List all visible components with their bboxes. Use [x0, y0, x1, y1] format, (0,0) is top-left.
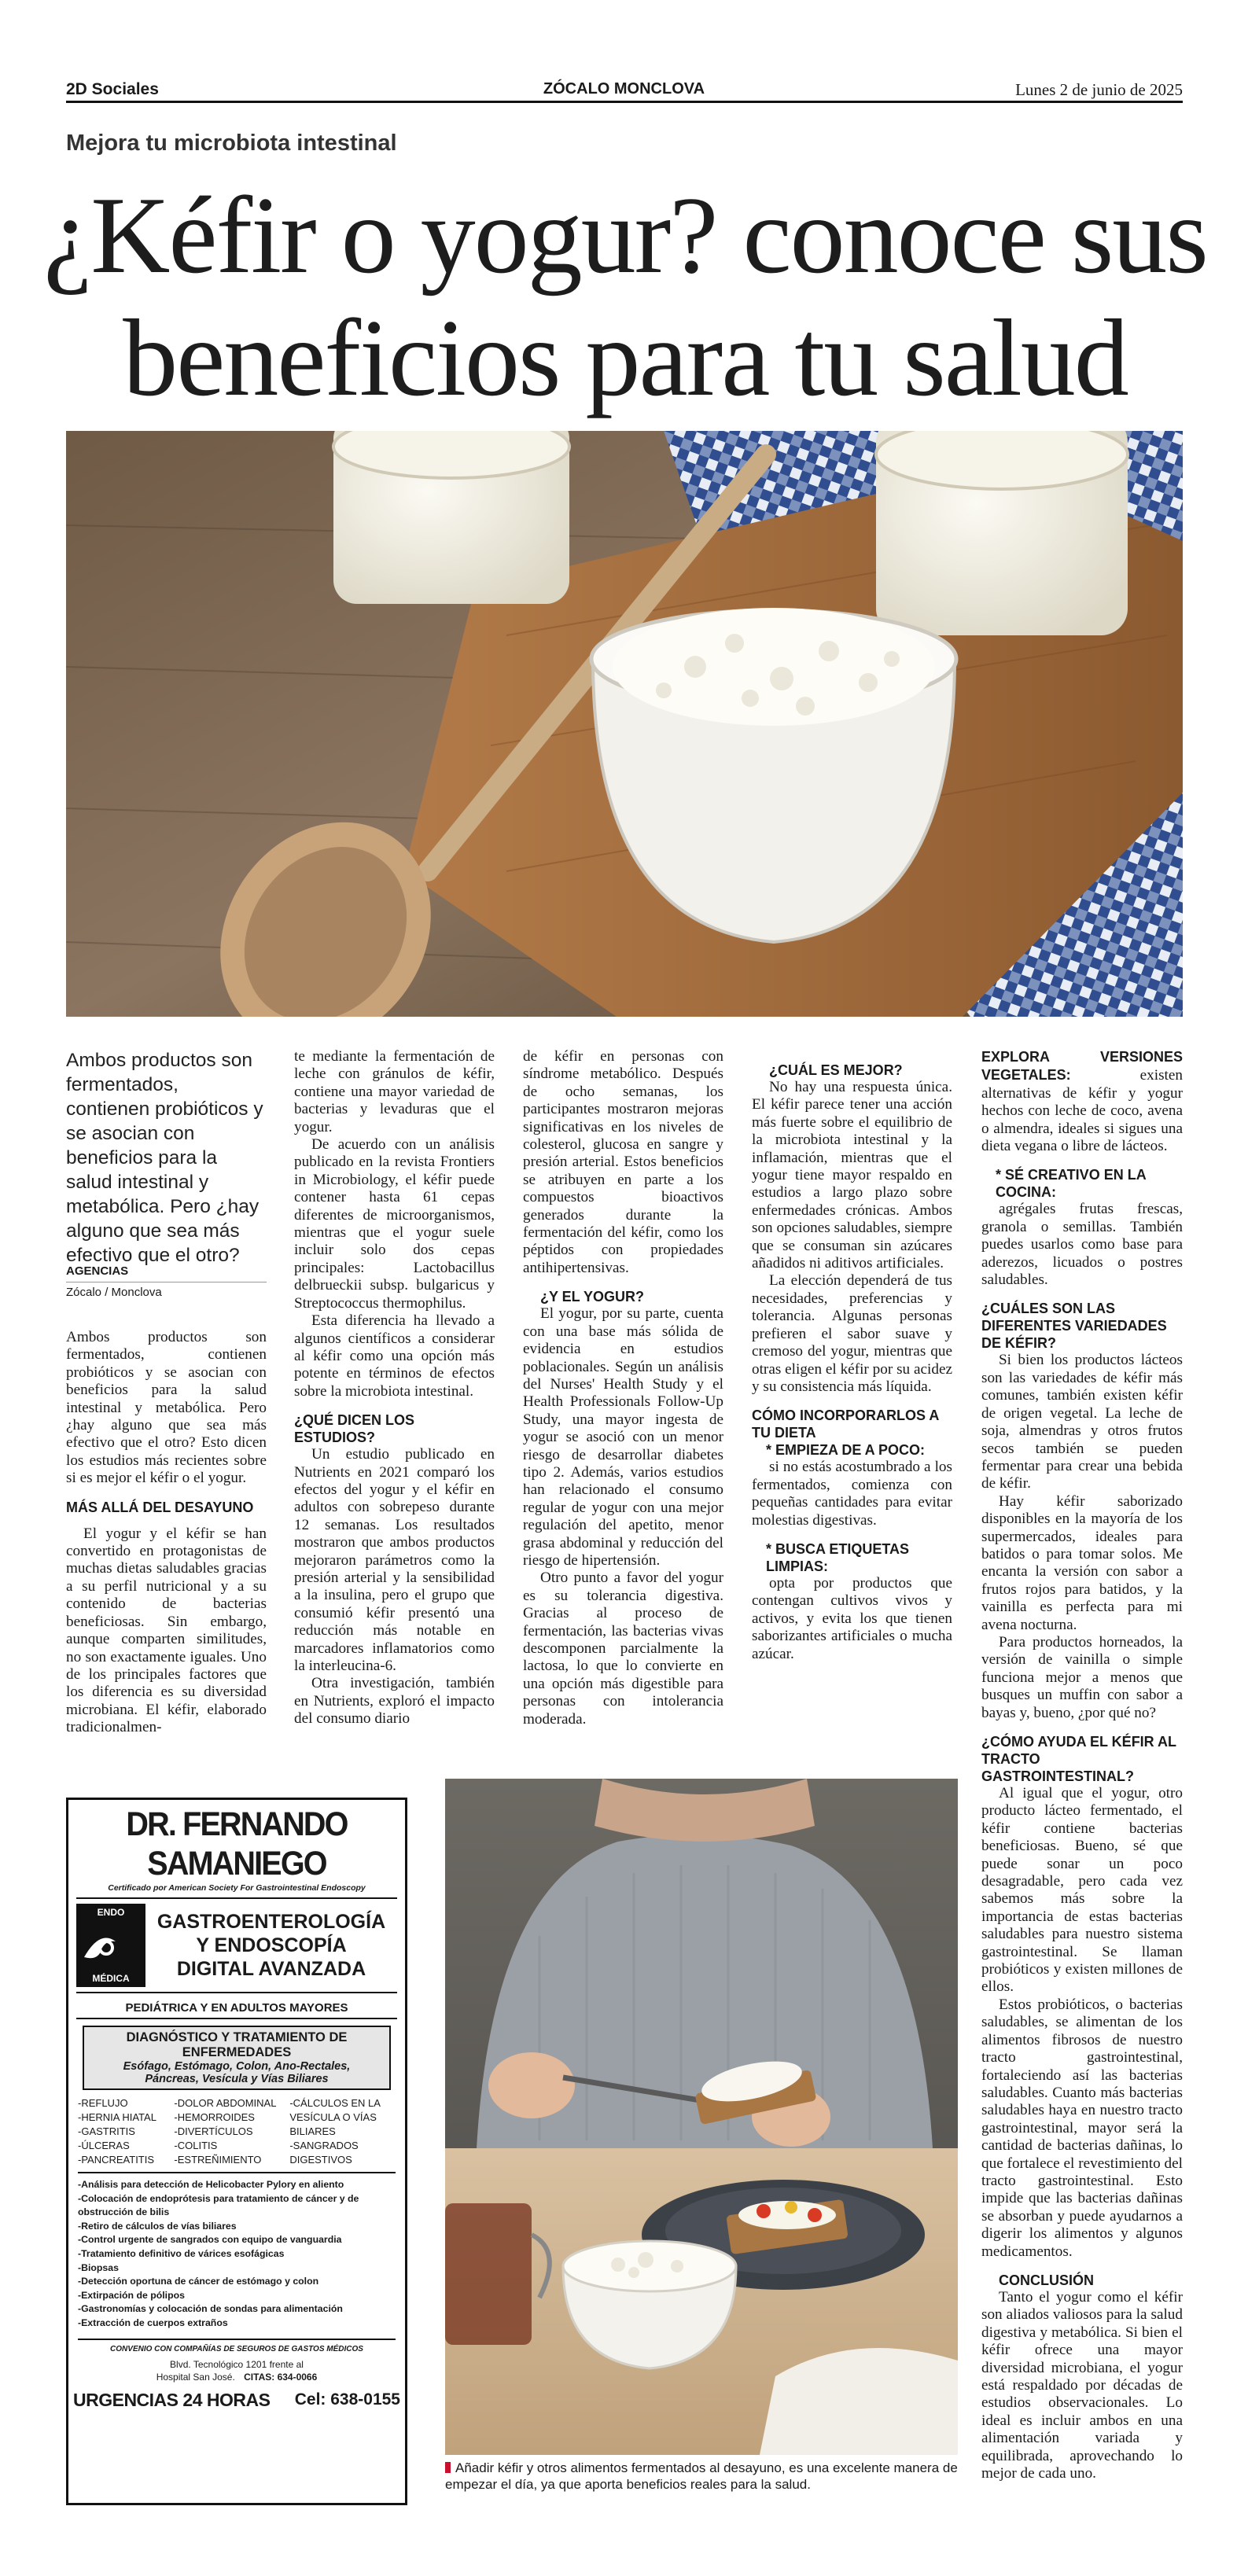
paragraph: te mediante la fermentación de leche con gránulos de kéfir, contiene una mayor variedad de bacterias y levaduras que el yogur.: [294, 1048, 495, 1135]
subhead: CÓMO INCORPORARLOS A TU DIETA: [752, 1408, 939, 1441]
ad-service-item: -Extracción de cuerpos extraños: [78, 2317, 228, 2328]
ad-certification: Certificado por American Society For Gastrointestinal Endoscopy: [108, 1883, 366, 1893]
ad-list-item: VESÍCULA O VÍAS: [289, 2111, 377, 2123]
article-column-4: [752, 1062, 952, 1663]
paragraph: si no estás acostumbrado a los fermentados, comienza con pequeñas cantidades para evitar molestias digestivas.: [752, 1459, 952, 1529]
article-column-5: [981, 1048, 1183, 2482]
logo-swirl-icon: [76, 1926, 123, 1965]
header-rule: [66, 101, 1183, 103]
ad-diagnosis-line-1: DIAGNÓSTICO Y TRATAMIENTO DE: [126, 2030, 348, 2044]
ad-list-item: DIGESTIVOS: [289, 2154, 352, 2166]
ad-service-item: -Retiro de cálculos de vías biliares: [78, 2220, 237, 2232]
ad-cel[interactable]: Cel: 638-0155: [294, 2390, 400, 2409]
endomedica-logo: [76, 1904, 145, 1987]
photo-caption: [445, 2460, 958, 2493]
paragraph: De acuerdo con un análisis publicado en la revista Frontiers in Microbiology, el kéfir puede contener hasta 61 cepas diferentes de microorganismos, mientras que el yogur suele incluir solo dos cepas principales: Lactobacillus delbrueckii subsp. bulgaricus y Streptococcus thermophilus.: [294, 1136, 495, 1312]
ad-address-2: Hospital San José.: [156, 2371, 235, 2383]
ad-specialty-1: GASTROENTEROLOGÍA: [156, 1911, 386, 1933]
paragraph: Otra investigación, también en Nutrients, exploró el impacto del consumo diario: [294, 1675, 495, 1728]
headline-line-1: ¿Kéfir o yogur? conoce sus: [43, 175, 1207, 296]
paragraph: de kéfir en personas con síndrome metabólico. Después de ocho semanas, los participantes mostraron mejoras significativas en los niveles de colesterol, glucosa en sangre y presión arterial. Estos beneficios se atribuyen en parte a los compuestos bioactivos generados durante la fermentación del kéfir, como los péptidos con propiedades antihipertensivas.: [523, 1048, 723, 1276]
ad-diagnosis-line-2: ENFERMEDADES: [182, 2045, 292, 2059]
paragraph: El yogur y el kéfir se han convertido en protagonistas de muchas dietas saludables gracias a su perfil nutricional y a su contenido de bacterias beneficiosas. Sin embargo, aunque comparten similitudes, no son exactamente iguales. Uno de los principales factores que los diferencia es su diversidad microbiana. El kéfir, elaborado tradicionalmen-: [66, 1525, 267, 1736]
ad-list-item: -CÁLCULOS EN LA: [289, 2097, 381, 2109]
article-column-1: [66, 1329, 267, 1737]
ad-list-item: -ESTREÑIMIENTO: [174, 2154, 262, 2166]
ad-services-list: [78, 2178, 396, 2331]
inline-lead: EXPLORA VERSIONES VEGETALES:: [981, 1049, 1183, 1084]
ad-list-item: -HERNIA HIATAL: [78, 2111, 156, 2123]
paragraph: Esta diferencia ha llevado a algunos científicos a considerar al kéfir como una opción más potente en términos de efectos sobre la microbiota intestinal.: [294, 1312, 495, 1400]
ad-urgencias: URGENCIAS 24 HORAS: [73, 2389, 271, 2410]
paragraph: La elección dependerá de tus necesidades, preferencias y tolerancia. Algunas personas prefieren el sabor suave y cremoso del yogur, mientras que otras eligen el kéfir por su acidez y su consistencia más líquida.: [752, 1272, 952, 1395]
subhead: MÁS ALLÁ DEL DESAYUNO: [66, 1499, 254, 1515]
ad-address: [68, 2358, 405, 2383]
caption-marker: [445, 2462, 451, 2473]
ad-insurance: CONVENIO CON COMPAÑÍAS DE SEGUROS DE GASTOS MÉDICOS: [78, 2339, 396, 2353]
ad-service-item: -Gastronomías y colocación de sondas para alimentación: [78, 2303, 343, 2315]
paragraph: agrégales frutas frescas, granola o semillas. También puedes usarlos como base para aderezos, licuados o postres saludables.: [981, 1201, 1183, 1289]
paragraph: [981, 1048, 1183, 1155]
ad-list-item: -HEMORROIDES: [174, 2111, 255, 2123]
ad-band: PEDIÁTRICA Y EN ADULTOS MAYORES: [76, 1998, 397, 2019]
ad-list-item: -SANGRADOS: [289, 2140, 359, 2151]
doctor-advertisement[interactable]: [66, 1798, 407, 2505]
paragraph: Al igual que el yogur, otro producto lácteo fermentado, el kéfir contiene bacterias beneficiosas. Bueno, sé que puede sonar un poco desagradable, pero cada vez sabemos más sobre la importancia de estas bacterias saludables para nuestro sistema gastrointestinal. Se llaman probióticos y existen millones de ellos.: [981, 1785, 1183, 1996]
ad-specialty-2: Y ENDOSCOPÍA: [196, 1934, 347, 1956]
ad-list-3: [289, 2096, 396, 2167]
kicker: Mejora tu microbiota intestinal: [66, 131, 397, 156]
ad-service-item: -Extirpación de pólipos: [78, 2289, 185, 2301]
article-column-3: [523, 1048, 723, 1728]
subhead: ¿CUÁL ES MEJOR?: [769, 1062, 903, 1078]
article-column-2: [294, 1048, 495, 1728]
paragraph: Para productos horneados, la versión de vainilla o simple funciona mejor a menos que busques un muffin con sabor a bayas y, bueno, ¿por qué no?: [981, 1633, 1183, 1721]
ad-organs-1: Esófago, Estómago, Colon, Ano-Rectales,: [123, 2060, 351, 2073]
subhead-tip: * BUSCA ETIQUETAS LIMPIAS:: [766, 1540, 910, 1574]
paragraph: Si bien los productos lácteos son las variedades de kéfir más comunes, también existen kéfir de origen vegetal. La leche de soja, almendras y otros frutos secos también se pueden fermentar para crear una bebida de kéfir.: [981, 1352, 1183, 1492]
paragraph-text: existen alternativas de kéfir y yogur hechos con leche de coco, avena o almendra, ideales si sigues una dieta vegana o libre de lácteos.: [981, 1067, 1183, 1155]
headline-line-2: beneficios para tu salud: [123, 297, 1128, 419]
headline: [31, 175, 1219, 420]
byline: [66, 1264, 267, 1301]
ad-service-item: -Colocación de endoprótesis para tratamiento de cáncer y de obstrucción de bilis: [78, 2192, 359, 2218]
paragraph: Otro punto a favor del yogur es su tolerancia digestiva. Gracias al proceso de fermentación, las bacterias vivas descomponen parcialmente la lactosa, lo que lo convierte en una opción más digestible para personas con intolerancia moderada.: [523, 1570, 723, 1728]
subhead-tip: * SÉ CREATIVO EN LA COCINA:: [996, 1167, 1147, 1201]
paragraph: Ambos productos son fermentados, contienen probióticos y se asocian con beneficios para la salud intestinal y metabólica. Pero ¿hay alguno que sea más efectivo que el otro? Esto dicen los estudios más recientes sobre si es mejor el kéfir o el yogur.: [66, 1329, 267, 1487]
paragraph: El yogur, por su parte, cuenta con una base más sólida de evidencia en estudios poblacionales. Según un análisis del Nurses' Health Study y el Health Professionals Follow-Up Study, una mayor ingesta de yogur se asoció con un menor riesgo de desarrollar diabetes tipo 2. Además, varios estudios han relacionado el consumo regular de yogur con una mejor regulación del apetito, menor grasa abdominal y reducción del riesgo de hipertensión.: [523, 1305, 723, 1569]
ad-condition-lists: [78, 2096, 396, 2173]
paragraph: Tanto el yogur como el kéfir son aliados valiosos para la salud digestiva y metabólica. Si bien el kéfir ofrece una mayor diversidad microbiana, el yogur está respaldado por décadas de estudios observacionales. Lo ideal es incluir ambos en una alimentación variada y equilibrada, aprovechando lo mejor de cada uno.: [981, 2288, 1183, 2482]
subhead: ¿QUÉ DICEN LOS ESTUDIOS?: [294, 1412, 415, 1446]
subhead: ¿CUÁLES SON LAS DIFERENTES VARIEDADES DE KÉFIR?: [981, 1301, 1167, 1352]
newspaper-name: ZÓCALO MONCLOVA: [543, 80, 705, 98]
logo-text-bottom: MÉDICA: [92, 1973, 130, 1984]
paragraph: Estos probióticos, o bacterias saludables, se alimentan de los alimentos fibrosos de nuestro tracto gastrointestinal, fortaleciendo así las bacterias saludables. Cuanto más bacterias saludables haya en nuestro tracto gastrointestinal, mayor será la cantidad de bacterias dañinas, lo que fortalece el revestimiento del tracto gastrointestinal. Esto impide que las bacterias dañinas se absorban y puede ayudarnos a digerir los alimentos y algunos medicamentos.: [981, 1996, 1183, 2260]
ad-specialty-block: [76, 1897, 397, 1993]
ad-list-item: -GASTRITIS: [78, 2125, 135, 2137]
ad-list-2: [174, 2096, 289, 2167]
ad-list-1: [78, 2096, 174, 2167]
ad-citas[interactable]: CITAS: 634-0066: [244, 2371, 318, 2383]
paragraph: opta por productos que contengan cultivos vivos y activos, y evita los que tienen saborizantes artificiales o mucha azúcar.: [752, 1574, 952, 1662]
byline-agency: AGENCIAS: [66, 1264, 129, 1278]
ad-organs-2: Páncreas, Vesícula y Vías Biliares: [145, 2073, 329, 2085]
ad-specialty-3: DIGITAL AVANZADA: [176, 1958, 366, 1980]
paragraph: No hay una respuesta única. El kéfir parece tener una acción más fuerte sobre el equilibrio de la microbiota intestinal y la inflamación, mientras que el yogur tiene mayor respaldo en estudios a largo plazo sobre enfermedades crónicas. Ambos son opciones saludables, siempre que se consuman sin azúcares añadidos ni aditivos artificiales.: [752, 1079, 952, 1272]
ad-address-1: Blvd. Tecnológico 1201 frente al: [170, 2358, 304, 2370]
paragraph: Hay kéfir saborizado disponibles en la mayoría de los supermercados, ideales para batidos o para tomar solos. Me encanta la versión con sabor a frutos rojos para batidos, y la vainilla es perfecta para mi avena nocturna.: [981, 1492, 1183, 1633]
paragraph: Un estudio publicado en Nutrients en 2021 comparó los efectos del yogur y el kéfir en adultos con sobrepeso durante 12 semanas. Los resultados mostraron que ambos productos mejoraron parámetros como la presión arterial y la sensibilidad a la insulina, pero el grupo que consumió kéfir presentó una reducción más notable en marcadores inflamatorios como la interleucina-6.: [294, 1446, 495, 1674]
ad-diagnosis-box: [83, 2026, 391, 2090]
ad-list-item: -ÚLCERAS: [78, 2140, 130, 2151]
ad-list-item: -PANCREATITIS: [78, 2154, 155, 2166]
logo-text-top: ENDO: [97, 1907, 125, 1918]
subhead: ¿CÓMO AYUDA EL KÉFIR AL TRACTO GASTROINTESTINAL?: [981, 1734, 1176, 1784]
ad-list-item: BILIARES: [289, 2125, 336, 2137]
subhead: CONCLUSIÓN: [999, 2272, 1094, 2288]
breakfast-photo: [445, 1779, 958, 2455]
ad-doctor-name: DR. FERNANDO SAMANIEGO: [126, 1805, 348, 1882]
ad-service-item: -Análisis para detección de Helicobacter Pylory en aliento: [78, 2179, 344, 2190]
section-label: 2D Sociales: [66, 80, 159, 98]
ad-list-item: -DIVERTÍCULOS: [174, 2125, 253, 2137]
ad-service-item: -Detección oportuna de cáncer de estómago y colon: [78, 2276, 319, 2287]
ad-service-item: -Biopsas: [78, 2261, 119, 2273]
subhead-tip: * EMPIEZA DE A POCO:: [766, 1442, 926, 1459]
ad-service-item: -Tratamiento definitivo de várices esofágicas: [78, 2247, 285, 2259]
ad-service-item: -Control urgente de sangrados con equipo de vanguardia: [78, 2234, 342, 2246]
main-photo-kefir-yogurt: [66, 431, 1183, 1017]
ad-list-item: -DOLOR ABDOMINAL: [174, 2097, 277, 2109]
article-dek: Ambos productos son fermentados, contienen probióticos y se asocian con beneficios para la salud intestinal y metabólica. Pero ¿hay alguno que sea más efectivo que el otro?: [66, 1050, 263, 1266]
issue-date: Lunes 2 de junio de 2025: [1015, 80, 1183, 99]
ad-list-item: -COLITIS: [174, 2140, 218, 2151]
subhead: ¿Y EL YOGUR?: [540, 1289, 645, 1305]
ad-list-item: -REFLUJO: [78, 2097, 128, 2109]
caption-text: Añadir kéfir y otros alimentos fermentados al desayuno, es una excelente manera de empezar el día, ya que aporta beneficios reales para la salud.: [445, 2460, 958, 2492]
byline-place: Zócalo / Monclova: [66, 1286, 162, 1299]
ad-footer: [73, 2390, 400, 2411]
